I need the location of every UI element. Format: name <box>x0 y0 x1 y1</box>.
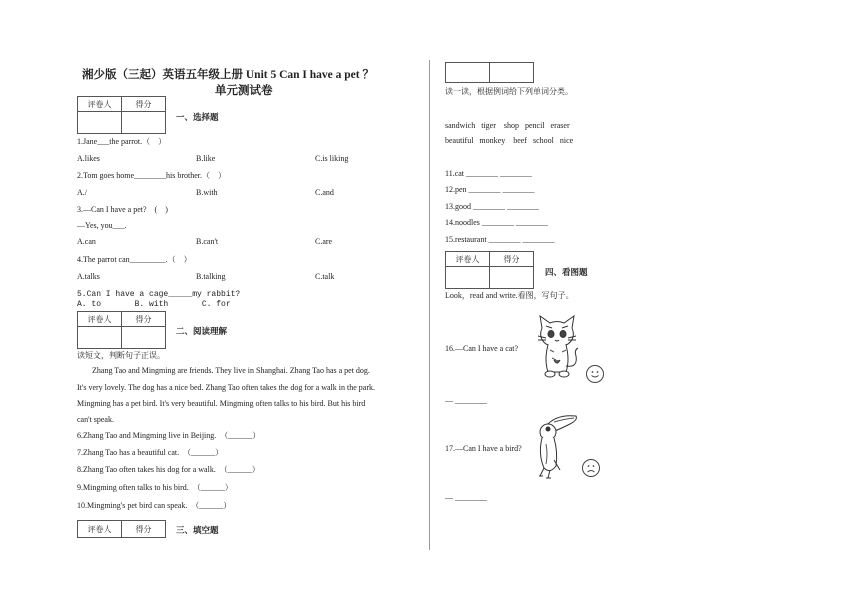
score-table-2 <box>77 311 166 349</box>
grader-label: 评卷人 <box>78 312 122 327</box>
q14[interactable]: 14.noodles ________ ________ <box>445 218 548 227</box>
grader-label: 评卷人 <box>78 97 122 112</box>
q16-answer-line[interactable]: — ________ <box>445 396 487 405</box>
word-bank-line-1: sandwich tiger shop pencil eraser <box>445 121 570 130</box>
toucan-illustration <box>536 410 580 484</box>
score-table-3 <box>77 520 166 538</box>
q6[interactable]: 6.Zhang Tao and Mingming live in Beijing. （______） <box>77 431 261 440</box>
passage-line-4: can't speak. <box>77 415 114 424</box>
q1-option-a[interactable]: A.likes <box>77 154 100 163</box>
section3-instruction: 读一读，根据例词给下列单词分类。 <box>445 87 573 96</box>
grader-label: 评卷人 <box>78 521 122 538</box>
q17-answer-line[interactable]: — ________ <box>445 493 487 502</box>
sad-face-icon <box>582 459 600 477</box>
q4-stem: 4.The parrot can_________.（ ） <box>77 255 192 264</box>
score-label: 得分 <box>122 312 166 327</box>
q2-option-b[interactable]: B.with <box>196 188 218 197</box>
passage-line-3: Mingming has a pet bird. It's very beautiful. Mingming often talks to his bird. But his bird <box>77 399 366 408</box>
q11[interactable]: 11.cat ________ ________ <box>445 169 533 178</box>
score-label: 得分 <box>122 521 166 538</box>
section2-heading: 二、阅读理解 <box>176 326 228 336</box>
q3-option-a[interactable]: A.can <box>77 237 96 246</box>
q1-stem: 1.Jane___the parrot.（ ） <box>77 137 167 146</box>
grader-label: 评卷人 <box>446 252 490 267</box>
column-divider <box>429 60 430 550</box>
section2-instruction: 读短文，判断句子正误。 <box>77 351 165 360</box>
q1-option-c[interactable]: C.is liking <box>315 154 349 163</box>
q15[interactable]: 15.restaurant ________ ________ <box>445 235 555 244</box>
q13[interactable]: 13.good ________ ________ <box>445 202 539 211</box>
score-cell[interactable] <box>122 112 166 134</box>
passage-line-2: It's very lovely. The dog has a nice bed. Zhang Tao often takes the dog for a walk in the park. <box>77 383 375 392</box>
cat-illustration <box>532 314 582 386</box>
section4-instruction: Look，read and write.看图，写句子。 <box>445 291 574 300</box>
q10[interactable]: 10.Mingming's pet bird can speak. （______） <box>77 501 232 510</box>
score-label: 得分 <box>490 252 534 267</box>
score-label: 得分 <box>122 97 166 112</box>
q3-stem: 3.—Can I have a pet? ( ) <box>77 205 168 214</box>
score-table-3-cont <box>445 62 534 83</box>
q5-options[interactable]: A. to B. with C. for <box>77 300 231 309</box>
smiley-face-icon <box>586 365 604 383</box>
grader-cell[interactable] <box>78 327 122 349</box>
q9[interactable]: 9.Mingming often talks to his bird. （______） <box>77 483 233 492</box>
q3-option-c[interactable]: C.are <box>315 237 333 246</box>
grader-cell[interactable] <box>446 63 490 83</box>
q17: 17.—Can I have a bird? <box>445 444 522 453</box>
grader-cell[interactable] <box>446 267 490 289</box>
score-cell[interactable] <box>122 327 166 349</box>
q2-option-c[interactable]: C.and <box>315 188 334 197</box>
q2-option-a[interactable]: A./ <box>77 188 87 197</box>
score-cell[interactable] <box>490 267 534 289</box>
word-bank-line-2: beautiful monkey beef school nice <box>445 136 574 145</box>
passage-line-1: Zhang Tao and Mingming are friends. They live in Shanghai. Zhang Tao has a pet dog. <box>92 366 370 375</box>
section1-heading: 一、选择题 <box>176 112 219 122</box>
q4-option-b[interactable]: B.talking <box>196 272 226 281</box>
q3-option-b[interactable]: B.can't <box>196 237 219 246</box>
score-table-1 <box>77 96 166 134</box>
exam-subtitle: 单元测试卷 <box>215 85 273 97</box>
q3-reply: —Yes, you___. <box>77 221 127 230</box>
q16: 16.—Can I have a cat? <box>445 344 519 353</box>
q12[interactable]: 12.pen ________ ________ <box>445 185 535 194</box>
section4-heading: 四、看图题 <box>545 267 588 277</box>
q1-option-b[interactable]: B.like <box>196 154 216 163</box>
q2-stem: 2.Tom goes home________his brother.（ ） <box>77 171 226 180</box>
q7[interactable]: 7.Zhang Tao has a beautiful cat. （______） <box>77 448 224 457</box>
score-table-4 <box>445 251 534 289</box>
q4-option-a[interactable]: A.talks <box>77 272 100 281</box>
q4-option-c[interactable]: C.talk <box>315 272 335 281</box>
grader-cell[interactable] <box>78 112 122 134</box>
section3-heading: 三、填空题 <box>176 525 219 535</box>
q5-stem: 5.Can I have a cage_____my rabbit? <box>77 290 241 299</box>
q8[interactable]: 8.Zhang Tao often takes his dog for a walk. （______） <box>77 465 260 474</box>
exam-title: 湘少版（三起）英语五年级上册 Unit 5 Can I have a pet ？ <box>82 69 374 81</box>
score-cell[interactable] <box>490 63 534 83</box>
